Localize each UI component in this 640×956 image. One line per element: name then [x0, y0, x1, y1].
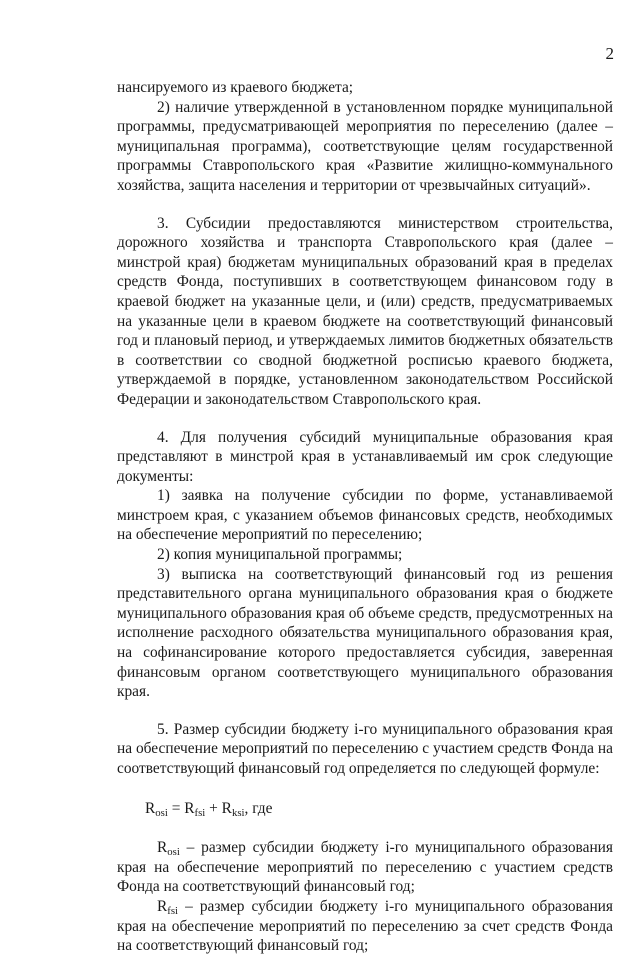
paragraph-item-2: 2) наличие утвержденной в установленном порядке муниципальной программы, предусматривающей мероприятия по переселению (далее – муниципальная программа), соответствующие целям государственной программы Ставропольского края «Развитие жилищно-коммунального хозяйства, защита населения и территории от чрезвычайных ситуаций».	[117, 98, 613, 194]
paragraph-doc-item-3: 3) выписка на соответствующий финансовый год из решения представительного органа муниципального образования края о бюджете муниципального образования края об объеме средств, предусмотренных на исполнение расходного обязательства муниципального образования края, на софинансирование которого предоставляется субсидия, заверенная финансовым органом соответствующего муниципального образования края.	[117, 565, 613, 701]
paragraph-section-5: 5. Размер субсидии бюджету i-го муниципального образования края на обеспечение мероприятий по переселению с участием средств Фонда на соответствующий финансовый год определяется по следующей формуле:	[117, 720, 613, 777]
page-number: 2	[605, 44, 614, 63]
formula-r-osi: R	[145, 799, 156, 817]
formula-r-ksi: R	[221, 799, 232, 817]
paragraph-doc-item-2: 2) копия муниципальной программы;	[157, 546, 403, 564]
definition-r-osi: $R_{osi}$ – размер субсидии бюджету i-го муниципального образования края на обеспечение мероприятий по переселению с участием средств Фонда на соответствующий финансовый год;	[117, 839, 613, 896]
paragraph-section-4: 4. Для получения субсидий муниципальные образования края представляют в минстрой края в устанавливаемый им срок следующие документы:	[117, 428, 613, 485]
paragraph-continuation: нансируемого из краевого бюджета;	[117, 79, 354, 96]
formula: $R_{osi} = R_{fsi} + R_{ksi}$, где	[145, 799, 273, 819]
paragraph-doc-item-1: 1) заявка на получение субсидии по форме, устанавливаемой минстроем края, с указанием объемов финансовых средств, необходимых на обеспечение мероприятий по переселению;	[117, 487, 613, 544]
paragraph-section-3: 3. Субсидии предоставляются министерством строительства, дорожного хозяйства и транспорта Ставропольского края (далее – минстрой края) бюджетам муниципальных образований края в пределах средств Фонда, поступивших в соответствующем финансовом году в краевой бюджет на указанные цели, и (или) средств, предусматриваемых на указанные цели в краевом бюджете на соответствующий финансовый год и плановый период, и утверждаемых лимитов бюджетных обязательств в соответствии со сводной бюджетной росписью краевого бюджета, утверждаемой в порядке, установленном законодательством Российской Федерации и законодательством Ставропольского края.	[117, 214, 613, 408]
formula-r-fsi: R	[184, 799, 195, 817]
definition-r-fsi: $R_{fsi}$ – размер субсидии бюджету i-го муниципального образования края на обеспечение мероприятий по переселению за счет средств Фонда на соответствующий финансовый год;	[117, 897, 613, 955]
document-body	[117, 78, 613, 956]
